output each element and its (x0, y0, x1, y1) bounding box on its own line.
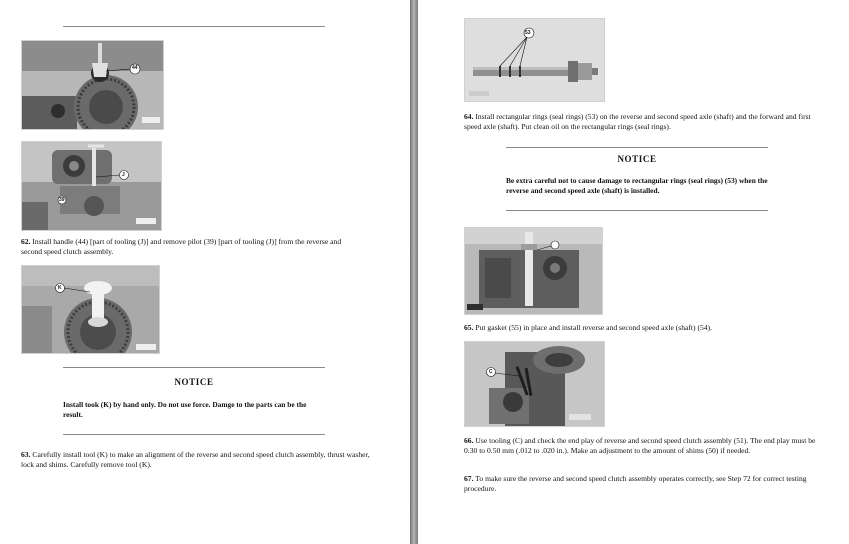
notice-top-divider-right (506, 147, 768, 148)
figure-photo-5 (465, 228, 602, 314)
page-gutter (410, 0, 418, 544)
step-66-text: Use tooling (C) and check the end play of reverse and second speed clutch assembly (51). The end play must be 0.30 to 0.50 mm (.012 to .020 in.). Make an adjustment to the amount of shims (50) if needed. (464, 436, 816, 456)
step-64-number: 64. (464, 112, 474, 121)
right-page (418, 0, 849, 544)
figure-tooling-j-pilot (21, 141, 162, 231)
step-63-text: Carefully install tool (K) to make an alignment of the reverse and second speed clutch assembly, thrust washer, lock and shims. Carefully remove tool (K). (21, 450, 370, 470)
notice-top-divider (63, 367, 325, 368)
figure-clutch-handle-top (21, 40, 164, 130)
step-63-number: 63. (21, 450, 31, 459)
step-62-text: Install handle (44) [part of tooling (J)] and remove pilot (39) [part of tooling (J)] from the reverse and second speed clutch assembly. (21, 237, 342, 257)
step-64-text: Install rectangular rings (seal rings) (53) on the reverse and second speed axle (shaft) and the forward and first speed axle (shaft). Put clean oil on the rectangular rings (seal rings). (464, 112, 811, 132)
notice-bottom-divider (63, 434, 325, 435)
callout-44: 44 (132, 65, 138, 71)
step-66-number: 66. (464, 436, 474, 445)
figure-photo-2 (22, 142, 161, 230)
notice-title: NOTICE (174, 377, 214, 387)
callout-39: 39 (59, 197, 65, 203)
step-65-number: 65. (464, 323, 474, 332)
callout-53: 53 (525, 30, 531, 36)
callout-c: C (489, 369, 493, 375)
step-66 (464, 436, 819, 456)
figure-photo-4 (465, 19, 604, 101)
step-65-text: Put gasket (55) in place and install reverse and second speed axle (shaft) (54). (475, 323, 712, 332)
notice-bottom-divider-right (506, 210, 768, 211)
step-67-number: 67. (464, 474, 474, 483)
left-page (0, 0, 410, 544)
figure-install-axle (464, 227, 603, 315)
step-67-text: To make sure the reverse and second speed clutch assembly operates correctly, see Step 72 for correct testing procedure. (464, 474, 807, 494)
notice-text: Install took (K) by hand only. Do not use force. Damge to the parts can be the result. (63, 400, 307, 419)
figure-tooling-c-end-play (464, 341, 605, 427)
top-divider (63, 26, 325, 27)
figure-photo-6 (465, 342, 604, 426)
figure-tool-k (21, 265, 160, 354)
figure-photo-1 (22, 41, 163, 129)
figure-photo-3 (22, 266, 159, 353)
notice-title-right: NOTICE (617, 154, 657, 164)
callout-j: J (122, 172, 125, 178)
step-62-number: 62. (21, 237, 31, 246)
step-64 (464, 112, 819, 132)
notice-text-right: Be extra careful not to cause damage to rectangular rings (seal rings) (53) when the reverse and second speed axle (shaft) is installed. (506, 176, 768, 195)
callout-k: K (58, 285, 62, 291)
figure-axle-seal-rings (464, 18, 605, 102)
step-67 (464, 474, 819, 494)
step-65 (464, 323, 819, 333)
step-62 (21, 237, 346, 257)
step-63 (21, 450, 373, 470)
